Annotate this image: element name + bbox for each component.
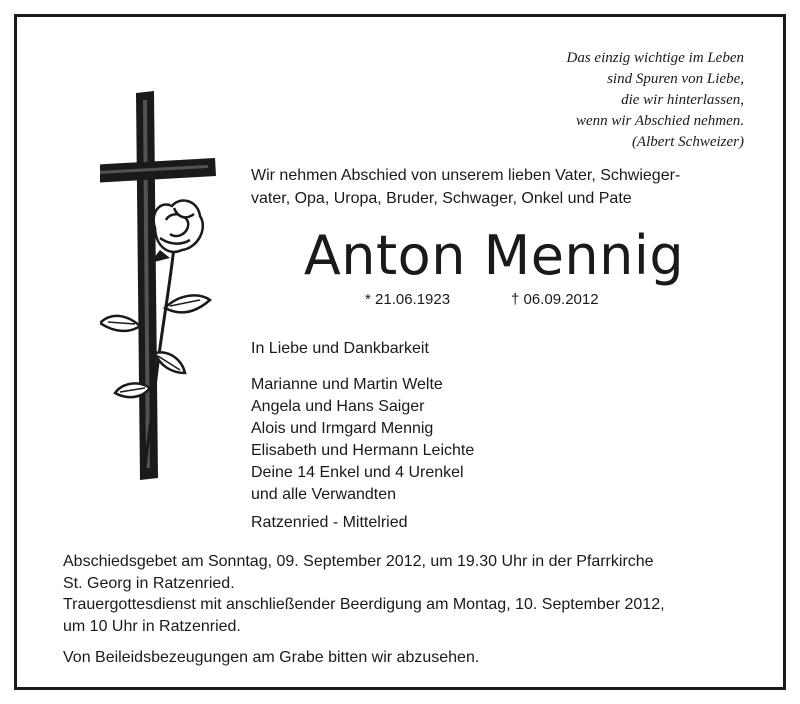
mourner-entry: Elisabeth und Hermann Leichte xyxy=(251,442,475,459)
intro-line: vater, Opa, Uropa, Bruder, Schwager, Onkel und Pate xyxy=(251,190,632,207)
service-line: St. Georg in Ratzenried. xyxy=(63,574,235,592)
epigraph-quote xyxy=(567,48,744,153)
mourners-list xyxy=(251,338,474,506)
birth-date: * 21.06.1923 xyxy=(365,291,451,308)
mourner-entry: Alois und Irmgard Mennig xyxy=(251,420,434,437)
quote-line: wenn wir Abschied nehmen. xyxy=(575,113,744,129)
mourner-entry: Marianne und Martin Welte xyxy=(251,376,443,393)
cross-with-rose-icon xyxy=(100,88,220,488)
mourner-entry: Angela und Hans Saiger xyxy=(251,398,425,415)
service-line: Abschiedsgebet am Sonntag, 09. September 2012, um 19.30 Uhr in der Pfarrkirche xyxy=(63,553,654,570)
quote-line: sind Spuren von Liebe, xyxy=(607,71,744,87)
quote-attribution: (Albert Schweizer) xyxy=(631,134,744,150)
quote-line: die wir hinterlassen, xyxy=(621,92,744,108)
quote-line: Das einzig wichtige im Leben xyxy=(566,50,744,66)
mourner-entry: Deine 14 Enkel und 4 Urenkel xyxy=(251,464,464,481)
mourner-entry: und alle Verwandten xyxy=(251,486,396,503)
mourners-heading: In Liebe und Dankbarkeit xyxy=(251,340,429,357)
service-line: um 10 Uhr in Ratzenried. xyxy=(63,617,241,635)
intro-text xyxy=(251,164,751,210)
place-of-residence: Ratzenried - Mittelried xyxy=(251,514,408,531)
deceased-name: Anton Mennig xyxy=(303,224,685,287)
service-notes xyxy=(63,551,753,669)
intro-line: Wir nehmen Abschied von unserem lieben Vater, Schwieger- xyxy=(251,167,681,184)
condolence-note: Von Beileidsbezeugungen am Grabe bitten wir abzusehen. xyxy=(63,649,480,666)
death-date: † 06.09.2012 xyxy=(511,291,599,308)
service-line: Trauergottesdienst mit anschließender Beerdigung am Montag, 10. September 2012, xyxy=(63,596,665,613)
